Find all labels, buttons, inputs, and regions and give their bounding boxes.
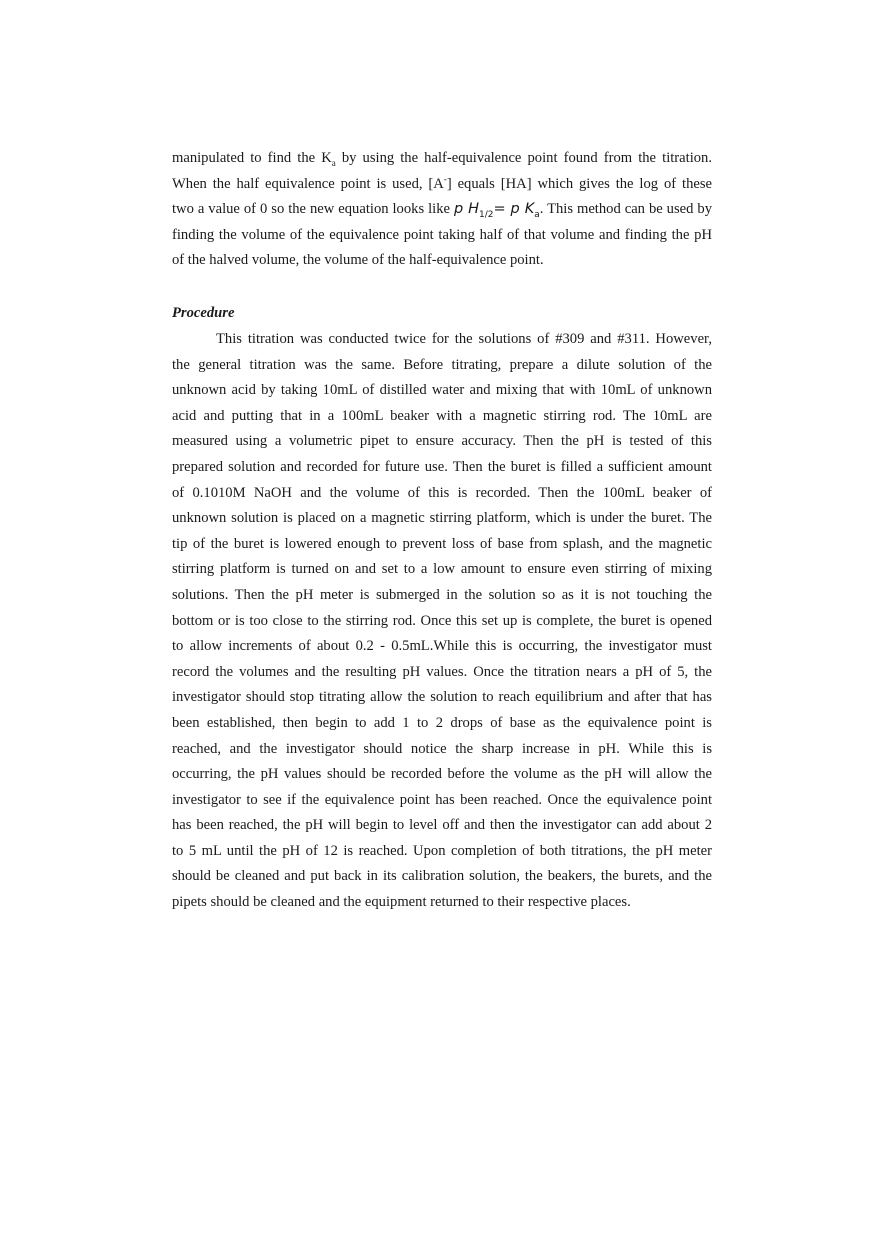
intro-line-1 <box>172 146 712 172</box>
procedure-line: prepared solution and recorded for future use. Then the buret is filled a sufficient amount <box>172 458 712 475</box>
procedure-line: record the volumes and the resulting pH values. Once the titration nears a pH of 5, the <box>172 663 712 680</box>
intro-line-2-text-a: When the half equivalence point is used, [A <box>172 175 444 192</box>
procedure-line: solutions. Then the pH meter is submerged in the solution so as it is not touching the <box>172 586 712 603</box>
procedure-line: acid and putting that in a 100mL beaker with a magnetic stirring rod. The 10mL are <box>172 407 712 424</box>
procedure-line: measured using a volumetric pipet to ensure accuracy. Then the pH is tested of this <box>172 433 712 450</box>
equation-pk: = p K <box>493 201 535 218</box>
procedure-line: unknown acid by taking 10mL of distilled water and mixing that with 10mL of unknown <box>172 382 712 399</box>
intro-line-3 <box>172 197 712 223</box>
intro-line-3-text-a: two a value of 0 so the new equation looks like <box>172 201 454 218</box>
procedure-line: the general titration was the same. Before titrating, prepare a dilute solution of the <box>172 356 712 373</box>
procedure-heading: Procedure <box>172 305 235 321</box>
procedure-line: stirring platform is turned on and set to a low amount to ensure even stirring of mixing <box>172 561 712 578</box>
procedure-line: investigator should stop titrating allow the solution to reach equilibrium and after that has <box>172 689 712 706</box>
procedure-line: to 5 mL until the pH of 12 is reached. Upon completion of both titrations, the pH meter <box>172 842 712 859</box>
procedure-line: bottom or is too close to the stirring rod. Once this set up is complete, the buret is opened <box>172 612 712 629</box>
procedure-line: pipets should be cleaned and the equipment returned to their respective places. <box>172 894 631 911</box>
intro-line-3-text-b: . This method can be used by <box>539 201 712 218</box>
intro-line-2 <box>172 172 712 198</box>
procedure-line: unknown solution is placed on a magnetic stirring platform, which is under the buret. The <box>172 510 712 527</box>
procedure-line: reached, and the investigator should notice the sharp increase in pH. While this is <box>172 740 712 757</box>
intro-line-1-text-a: manipulated to find the K <box>172 150 332 166</box>
procedure-line: of 0.1010M NaOH and the volume of this is recorded. Then the 100mL beaker of <box>172 484 712 501</box>
ka-subscript: a <box>331 157 336 168</box>
half-equivalence-equation <box>453 201 540 221</box>
procedure-line: has been reached, the pH will begin to level off and then the investigator can add about 2 <box>172 817 712 834</box>
equation-a-subscript: a <box>534 210 540 221</box>
anion-superscript: - <box>443 173 447 184</box>
procedure-line: occurring, the pH values should be recorded before the volume as the pH will allow the <box>172 766 712 783</box>
procedure-paragraph <box>172 327 712 916</box>
procedure-line: been established, then begin to add 1 to 2 drops of base as the equivalence point is <box>172 714 712 731</box>
intro-line-4: finding the volume of the equivalence point taking half of that volume and finding the pH <box>172 226 712 243</box>
procedure-line: This titration was conducted twice for the solutions of #309 and #311. However, <box>216 331 712 347</box>
procedure-line: to allow increments of about 0.2 - 0.5mL.While this is occurring, the investigator must <box>172 638 712 655</box>
intro-paragraph <box>172 146 712 274</box>
intro-line-1-text-b: by using the half-equivalence point found from the titration. <box>335 150 712 166</box>
intro-line-5: of the halved volume, the volume of the half-equivalence point. <box>172 252 544 269</box>
intro-line-2-text-b: ] equals [HA] which gives the log of these <box>446 175 712 192</box>
procedure-line: should be cleaned and put back in its calibration solution, the beakers, the burets, and the <box>172 868 712 885</box>
equation-ph: p H <box>453 201 479 218</box>
procedure-line: investigator to see if the equivalence point has been reached. Once the equivalence point <box>172 791 712 808</box>
procedure-line: tip of the buret is lowered enough to prevent loss of base from splash, and the magnetic <box>172 535 712 552</box>
equation-half-subscript: 1/2 <box>479 210 494 221</box>
